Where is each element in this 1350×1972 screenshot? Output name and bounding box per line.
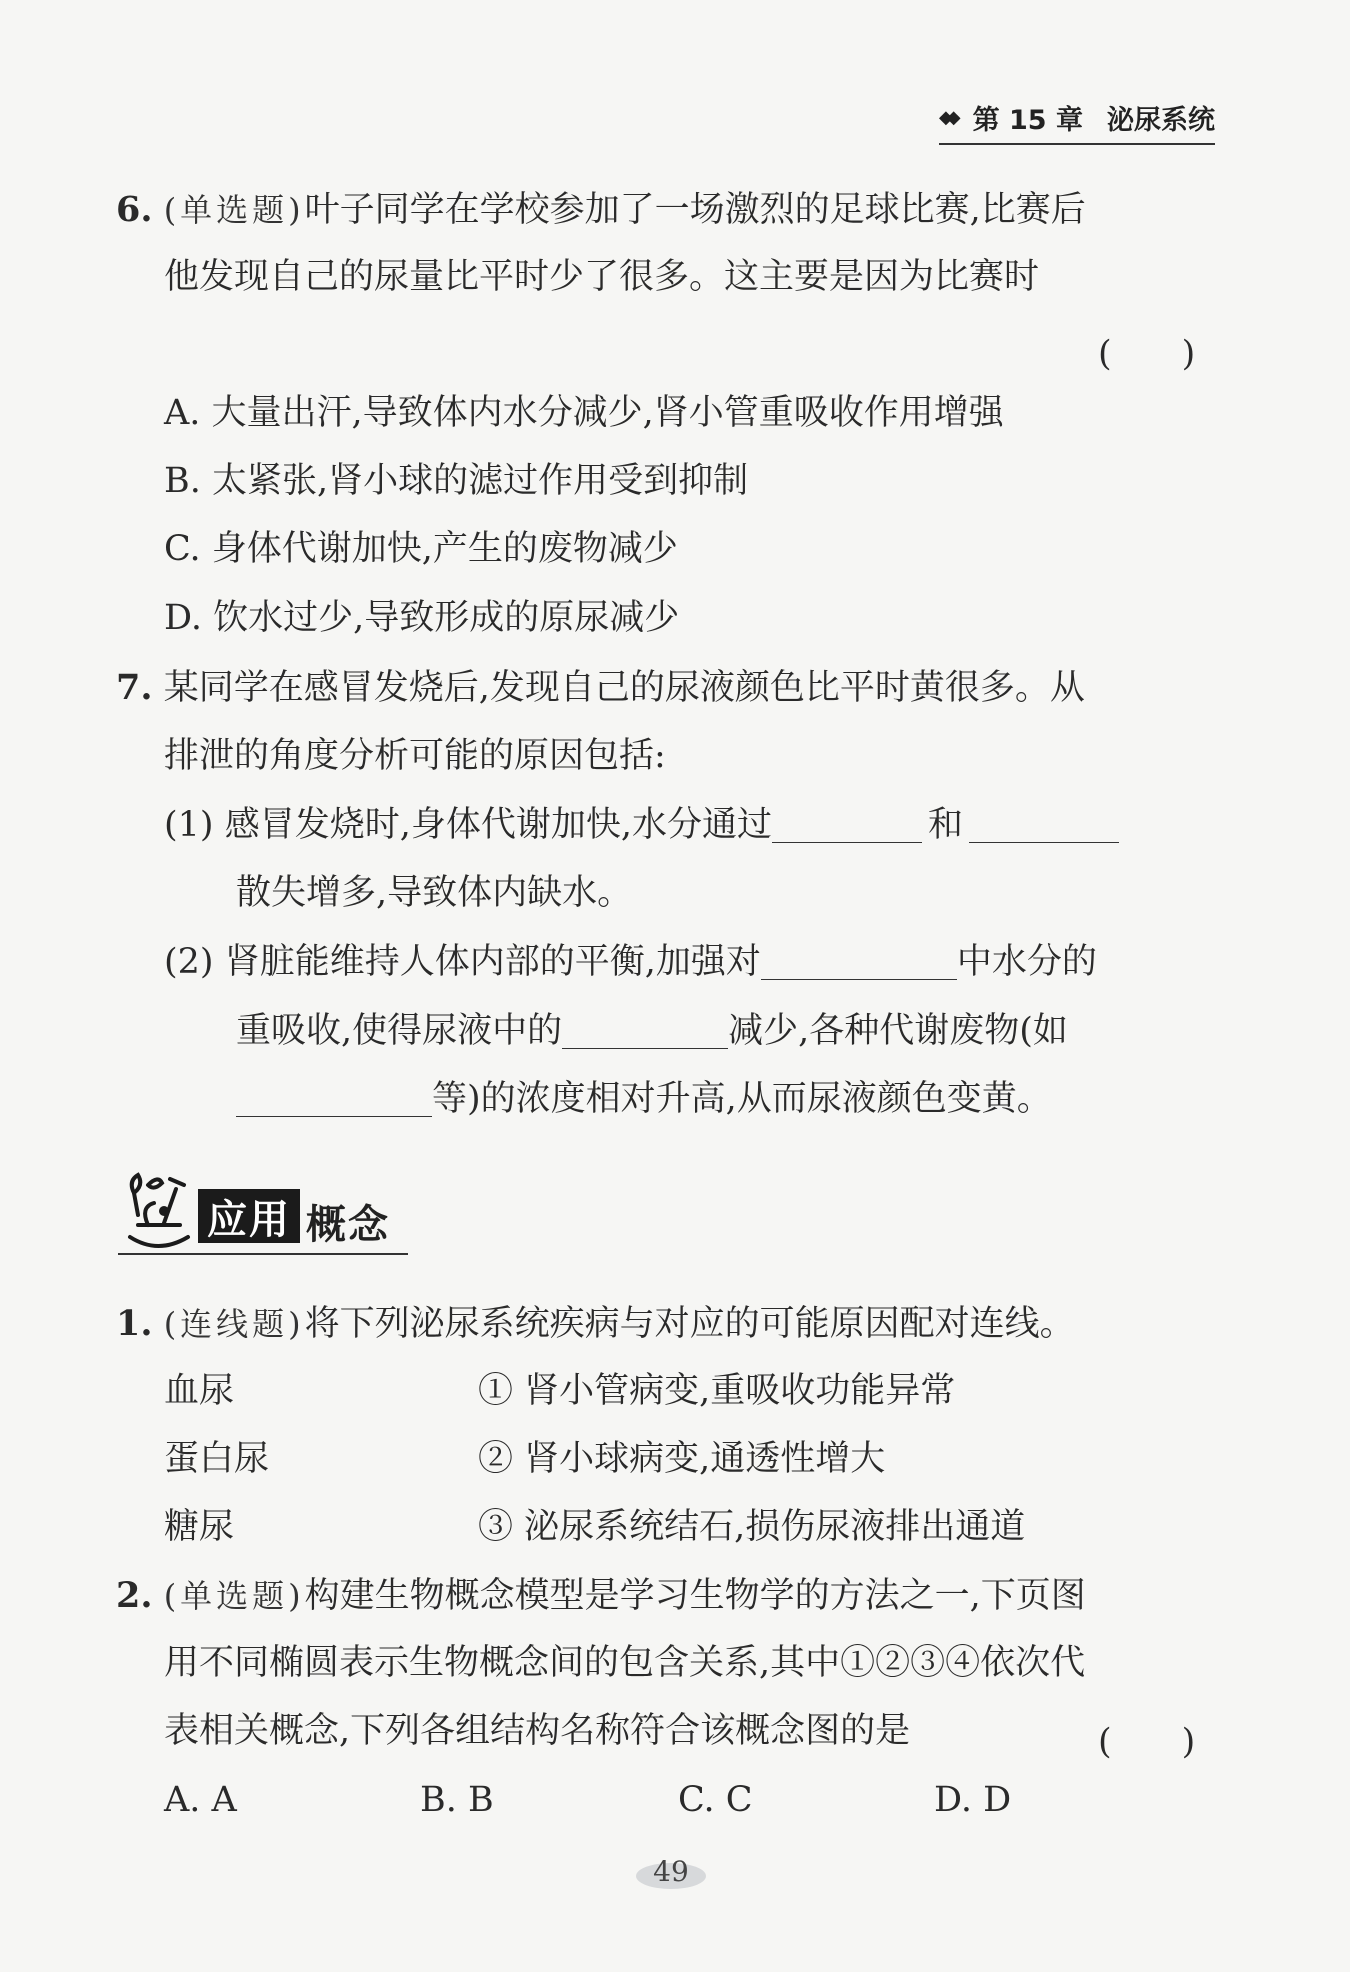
a2-stem-line3: 表相关概念,下列各组结构名称符合该概念图的是 (164, 1711, 911, 1751)
part-label: (1) (164, 805, 214, 845)
part2-text-d: 减少,各种代谢废物(如 (728, 1011, 1068, 1051)
a1-stem (116, 1303, 1075, 1344)
answer-parentheses[interactable]: ( ) (1098, 1722, 1196, 1762)
question-type-tag: (单选题) (163, 191, 305, 229)
diamond-bullet-icon: ◆◆ (938, 107, 955, 128)
section-title-rest: 概念 (306, 1202, 390, 1248)
a2-option-d[interactable]: D. D (934, 1780, 1012, 1820)
part2-text-e: 等)的浓度相对升高,从而尿液颜色变黄。 (432, 1079, 1052, 1119)
a2-option-b[interactable]: B. B (420, 1780, 494, 1820)
page-number-text: 49 (653, 1855, 689, 1888)
part2-text-a: 肾脏能维持人体内部的平衡,加强对 (224, 942, 761, 982)
question-type-tag: (连线题) (163, 1305, 305, 1343)
section-underline (118, 1253, 408, 1255)
match-left-item[interactable]: 糖尿 (164, 1507, 235, 1547)
q7-stem-line2: 排泄的角度分析可能的原因包括: (164, 736, 666, 776)
q7-part2-line3 (236, 1079, 1052, 1119)
chapter-header (939, 98, 1215, 145)
q6-option-a: A. 大量出汗,导致体内水分减少,肾小管重吸收作用增强 (164, 393, 1004, 433)
question-number: 1. (116, 1303, 153, 1344)
fill-blank[interactable] (236, 1082, 432, 1117)
part-label: (2) (164, 942, 214, 982)
q7-stem-line1 (116, 667, 1085, 708)
q6-option-b: B. 太紧张,肾小球的滤过作用受到抑制 (164, 461, 749, 501)
chapter-title: 泌尿系统 (1107, 105, 1215, 136)
question-number: 7. (116, 667, 153, 708)
q7-part2-line1 (164, 942, 1097, 982)
q7-part1-line1 (164, 805, 1119, 845)
question-type-tag: (单选题) (163, 1577, 305, 1615)
a2-stem-text1: 构建生物概念模型是学习生物学的方法之一,下页图 (304, 1576, 1086, 1616)
part1-text-a: 感冒发烧时,身体代谢加快,水分通过 (224, 805, 772, 845)
question-number: 2. (116, 1575, 153, 1616)
a2-stem-line1 (116, 1575, 1086, 1616)
fill-blank[interactable] (761, 945, 957, 980)
part2-text-b: 中水分的 (956, 942, 1097, 982)
question-number: 6. (116, 189, 153, 230)
answer-parentheses[interactable]: ( ) (1098, 334, 1196, 374)
match-right-item[interactable]: ② 肾小球病变,通透性增大 (478, 1439, 886, 1479)
part2-text-c: 重吸收,使得尿液中的 (236, 1011, 563, 1051)
chapter-number: 第 15 章 (972, 105, 1083, 136)
q7-stem-text1: 某同学在感冒发烧后,发现自己的尿液颜色比平时黄很多。从 (163, 668, 1085, 708)
fill-blank[interactable] (562, 1014, 728, 1049)
q6-option-c: C. 身体代谢加快,产生的废物减少 (164, 529, 678, 569)
a2-option-c[interactable]: C. C (678, 1780, 753, 1820)
q6-stem-line2: 他发现自己的尿量比平时少了很多。这主要是因为比赛时 (164, 257, 1040, 297)
microscope-plant-icon (118, 1163, 198, 1257)
q7-part2-line2 (236, 1011, 1068, 1051)
a1-stem-text: 将下列泌尿系统疾病与对应的可能原因配对连线。 (304, 1304, 1075, 1344)
q6-stem-line1 (116, 189, 1086, 230)
fill-blank[interactable] (969, 808, 1119, 843)
fill-blank[interactable] (772, 808, 922, 843)
match-right-item[interactable]: ① 肾小管病变,重吸收功能异常 (478, 1371, 956, 1411)
section-title-boxed: 应用 (198, 1189, 300, 1243)
part1-text-b: 和 (927, 805, 963, 845)
page-number (636, 1855, 706, 1891)
match-left-item[interactable]: 血尿 (164, 1371, 235, 1411)
a2-option-a[interactable]: A. A (164, 1780, 237, 1820)
q6-option-d: D. 饮水过少,导致形成的原尿减少 (164, 598, 680, 638)
q6-stem-text1: 叶子同学在学校参加了一场激烈的足球比赛,比赛后 (304, 190, 1086, 230)
section-heading (118, 1163, 408, 1261)
match-right-item[interactable]: ③ 泌尿系统结石,损伤尿液排出通道 (478, 1507, 1026, 1547)
match-left-item[interactable]: 蛋白尿 (164, 1439, 270, 1479)
a2-stem-line2: 用不同椭圆表示生物概念间的包含关系,其中①②③④依次代 (164, 1643, 1086, 1683)
q7-part1-line2: 散失增多,导致体内缺水。 (236, 873, 633, 913)
